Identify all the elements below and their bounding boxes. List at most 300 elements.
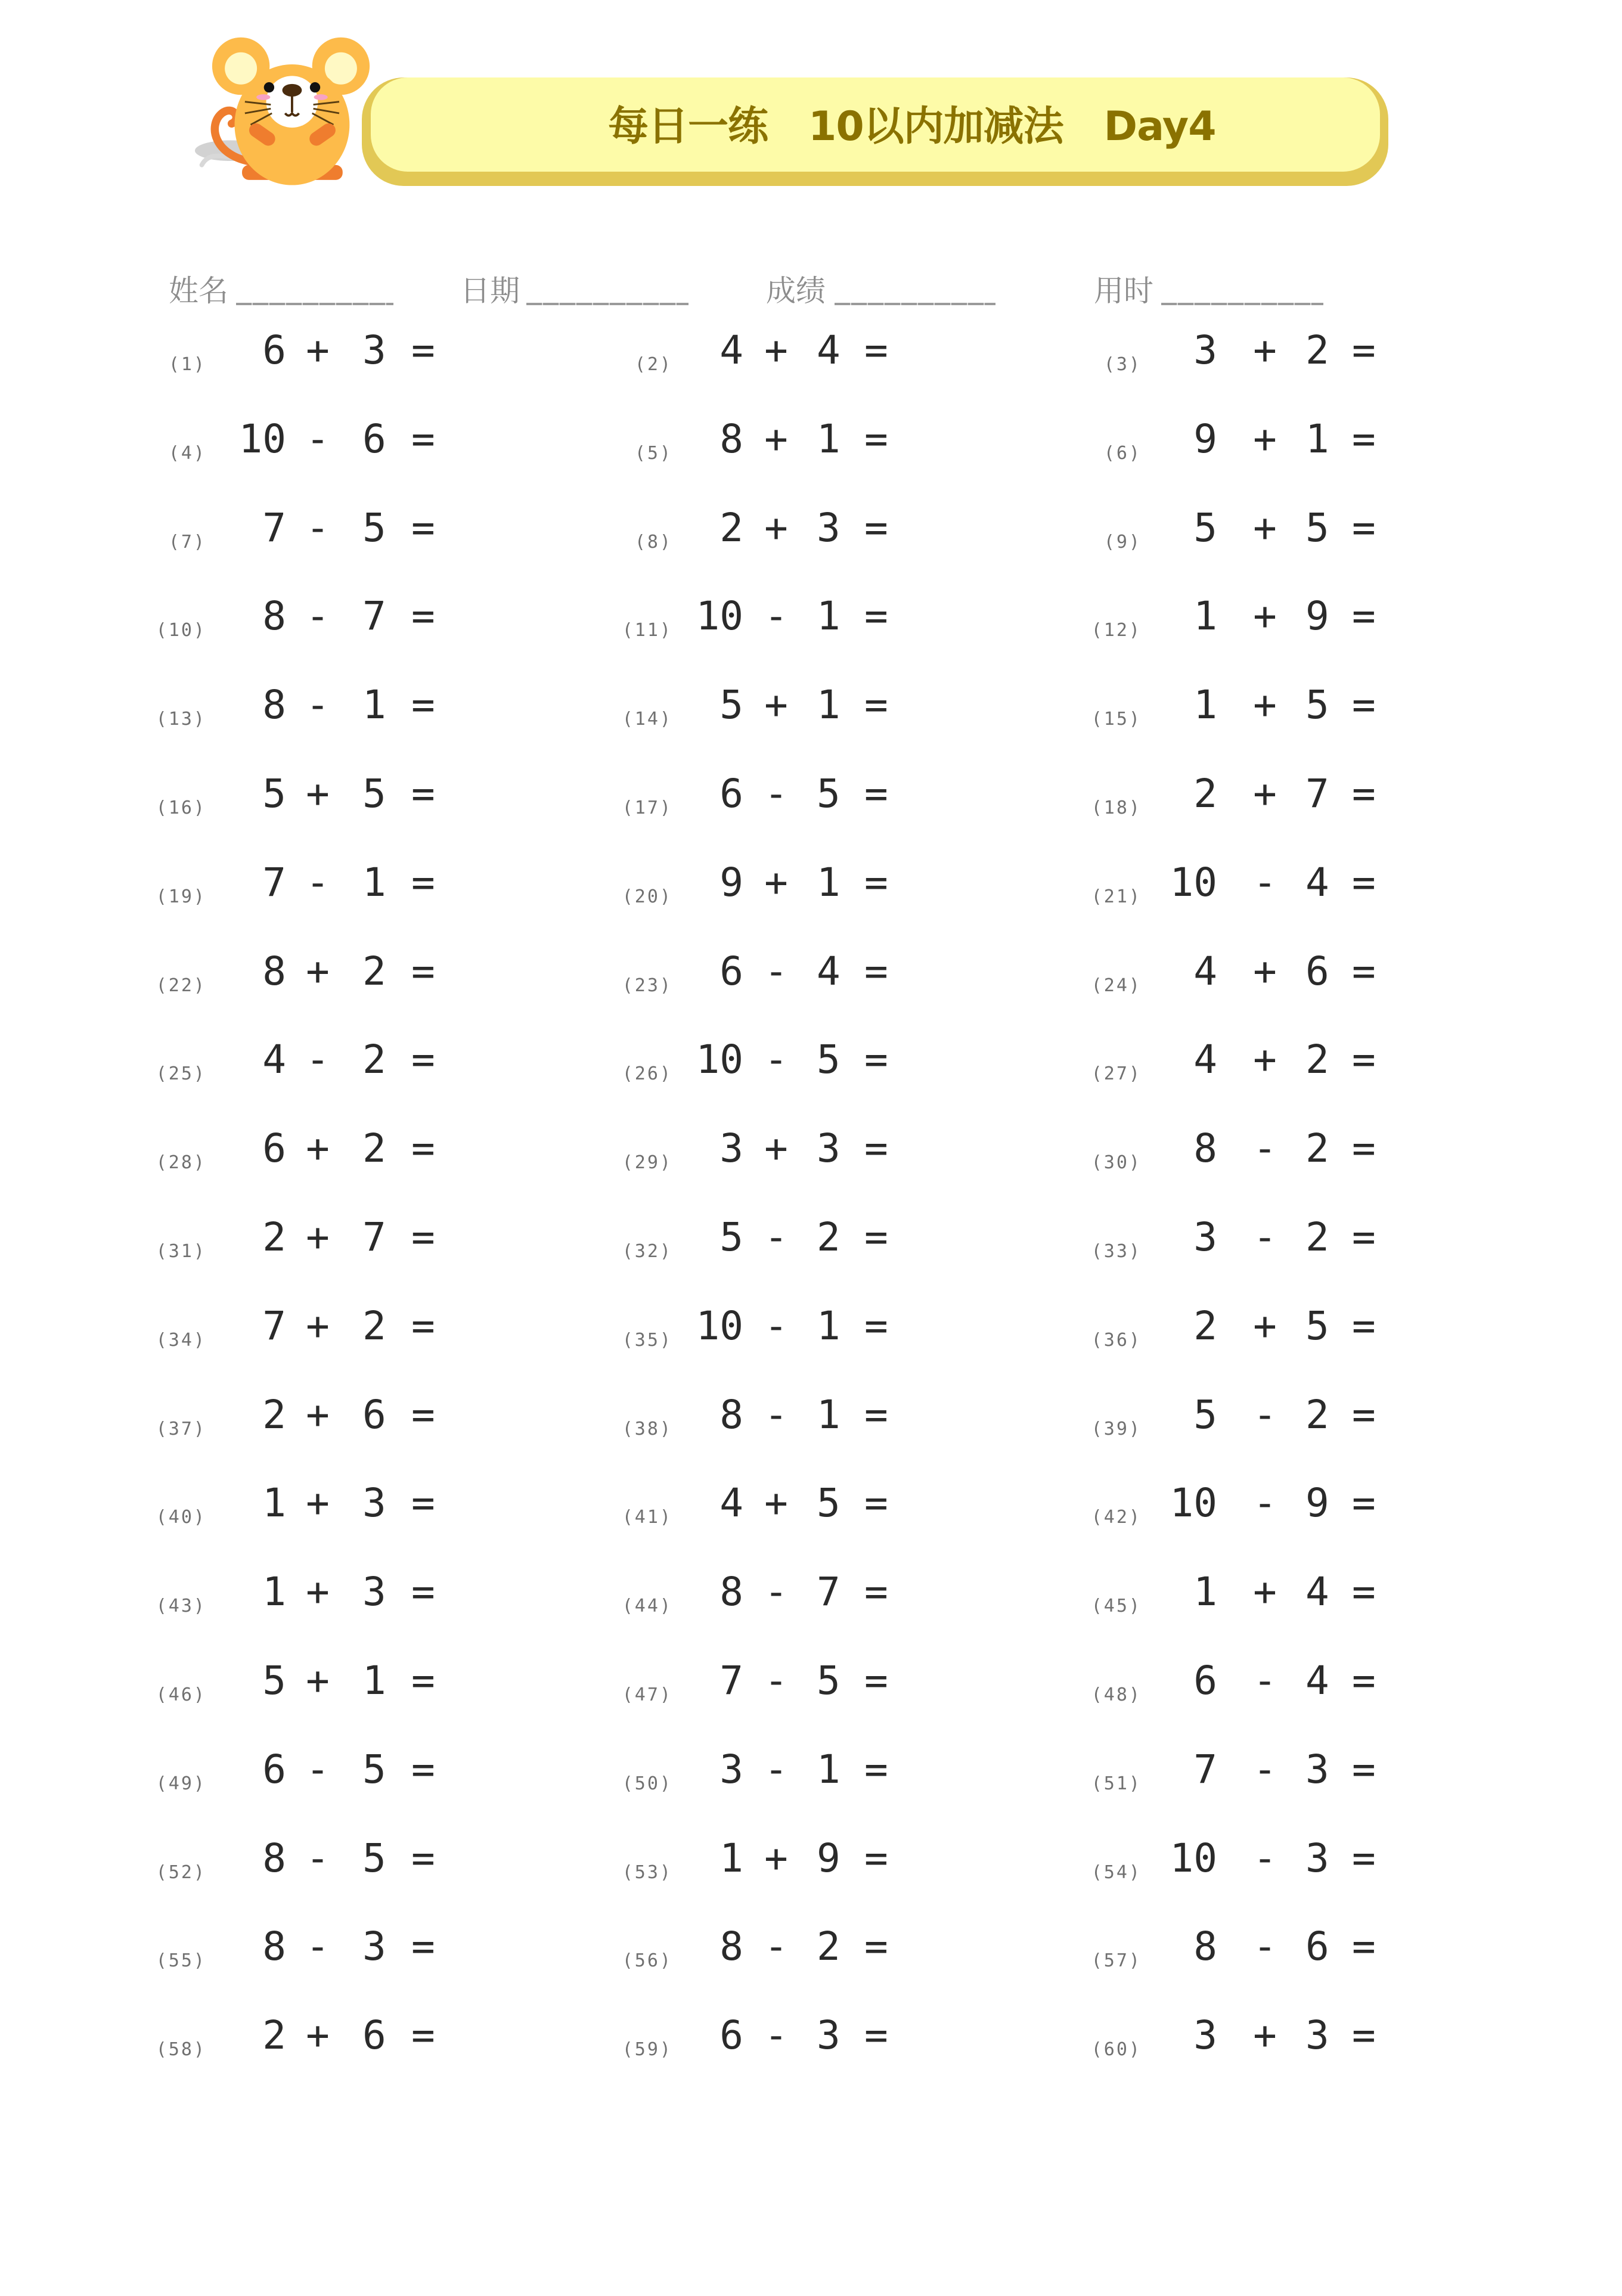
problem-number: (15) [1091,709,1142,730]
equals-sign: = [864,1391,888,1438]
second-operand: 3 [362,327,386,373]
second-operand: 4 [1305,859,1329,905]
first-operand: 3 [1193,2012,1217,2059]
second-operand: 6 [1305,1923,1329,1970]
second-operand: 2 [1305,1125,1329,1172]
problem-number: (20) [622,886,672,907]
first-operand: 2 [1193,1302,1217,1349]
operator: + [306,1658,330,1704]
operator: - [764,2012,788,2059]
operator: + [306,1391,330,1438]
problem-number: (17) [622,798,672,818]
equals-sign: = [1352,504,1376,551]
operator: + [764,415,788,462]
operator: - [306,682,330,728]
second-operand: 2 [362,1037,386,1083]
problem-number: (34) [156,1329,206,1351]
problem-number: (31) [156,1241,206,1262]
operator: - [764,1923,788,1970]
operator: + [764,1835,788,1881]
score-label: 成绩 [766,274,826,308]
problem-number: (26) [622,1063,672,1085]
operator: - [1253,1214,1277,1260]
name-label: 姓名 [169,274,228,308]
equals-sign: = [411,1658,435,1704]
equals-sign: = [1352,415,1376,462]
first-operand: 10 [238,415,286,462]
operator: + [306,771,330,817]
operator: - [764,1746,788,1792]
equals-sign: = [864,504,888,551]
equals-sign: = [864,1835,888,1881]
problem-number: (44) [622,1596,672,1617]
second-operand: 4 [817,327,841,373]
second-operand: 5 [817,1480,841,1526]
equals-sign: = [411,859,435,905]
first-operand: 10 [1170,1480,1217,1526]
equals-sign: = [864,1569,888,1615]
equals-sign: = [1352,593,1376,640]
second-operand: 2 [817,1214,841,1260]
operator: + [306,1302,330,1349]
time-label: 用时 [1094,274,1153,308]
equals-sign: = [411,682,435,728]
first-operand: 1 [1193,1569,1217,1615]
problem-number: (39) [1091,1418,1142,1439]
second-operand: 2 [362,948,386,994]
second-operand: 1 [362,1658,386,1704]
equals-sign: = [1352,1125,1376,1172]
time-field[interactable] [1161,303,1323,305]
equals-sign: = [864,1658,888,1704]
equals-sign: = [411,1835,435,1881]
operator: - [1253,1746,1277,1792]
second-operand: 6 [362,415,386,462]
operator: - [764,1391,788,1438]
first-operand: 2 [1193,771,1217,817]
second-operand: 2 [1305,327,1329,373]
equals-sign: = [411,1923,435,1970]
equals-sign: = [411,1125,435,1172]
second-operand: 5 [1305,682,1329,728]
equals-sign: = [864,682,888,728]
second-operand: 1 [817,1391,841,1438]
operator: + [764,859,788,905]
second-operand: 4 [1305,1569,1329,1615]
second-operand: 1 [817,859,841,905]
operator: + [1253,1569,1277,1615]
problem-number: (8) [634,531,672,553]
operator: - [1253,1391,1277,1438]
problem-number: (36) [1091,1329,1142,1351]
problem-number: (23) [622,975,672,996]
operator: - [1253,1480,1277,1526]
operator: - [764,1214,788,1260]
equals-sign: = [1352,2012,1376,2059]
second-operand: 6 [362,2012,386,2059]
second-operand: 1 [817,415,841,462]
first-operand: 2 [719,504,743,551]
first-operand: 7 [1193,1746,1217,1792]
equals-sign: = [1352,682,1376,728]
operator: + [1253,593,1277,640]
problem-number: (2) [634,354,672,375]
second-operand: 3 [362,1923,386,1970]
first-operand: 8 [1193,1125,1217,1172]
first-operand: 1 [719,1835,743,1881]
equals-sign: = [411,1302,435,1349]
first-operand: 3 [719,1746,743,1792]
equals-sign: = [1352,1480,1376,1526]
equals-sign: = [411,1569,435,1615]
operator: + [1253,327,1277,373]
first-operand: 10 [1170,1835,1217,1881]
equals-sign: = [411,415,435,462]
equals-sign: = [1352,1746,1376,1792]
problem-number: (12) [1091,620,1142,641]
second-operand: 1 [817,1302,841,1349]
operator: - [1253,1658,1277,1704]
problem-number: (22) [156,975,206,996]
second-operand: 1 [817,1746,841,1792]
problem-number: (16) [156,798,206,818]
problem-number: (52) [156,1861,206,1883]
problem-number: (38) [622,1418,672,1439]
second-operand: 3 [817,1125,841,1172]
operator: - [764,593,788,640]
second-operand: 7 [1305,771,1329,817]
equals-sign: = [1352,948,1376,994]
first-operand: 3 [1193,327,1217,373]
equals-sign: = [411,1480,435,1526]
first-operand: 10 [696,1302,743,1349]
problem-number: (60) [1091,2039,1142,2061]
equals-sign: = [411,2012,435,2059]
operator: - [764,1658,788,1704]
operator: - [306,1037,330,1083]
equals-sign: = [864,1480,888,1526]
problem-number: (43) [156,1596,206,1617]
equals-sign: = [1352,1391,1376,1438]
second-operand: 5 [817,1037,841,1083]
first-operand: 7 [262,504,286,551]
operator: - [764,771,788,817]
operator: + [306,1569,330,1615]
second-operand: 7 [817,1569,841,1615]
operator: + [1253,682,1277,728]
first-operand: 9 [1193,415,1217,462]
second-operand: 6 [1305,948,1329,994]
operator: + [1253,771,1277,817]
problem-number: (51) [1091,1773,1142,1794]
equals-sign: = [411,771,435,817]
problem-number: (28) [156,1152,206,1174]
equals-sign: = [864,859,888,905]
problem-number: (24) [1091,975,1142,996]
equals-sign: = [1352,1214,1376,1260]
first-operand: 1 [1193,682,1217,728]
first-operand: 8 [719,1569,743,1615]
operator: + [306,1480,330,1526]
date-label: 日期 [460,274,520,308]
operator: + [1253,1037,1277,1083]
operator: + [306,948,330,994]
problem-number: (37) [156,1418,206,1439]
problem-number: (56) [622,1950,672,1972]
second-operand: 1 [817,593,841,640]
second-operand: 5 [362,504,386,551]
equals-sign: = [411,1214,435,1260]
first-operand: 7 [262,859,286,905]
problem-number: (33) [1091,1241,1142,1262]
second-operand: 3 [817,504,841,551]
operator: - [764,1302,788,1349]
first-operand: 1 [1193,593,1217,640]
equals-sign: = [1352,1835,1376,1881]
operator: + [764,504,788,551]
second-operand: 6 [362,1391,386,1438]
second-operand: 2 [1305,1391,1329,1438]
operator: + [306,327,330,373]
operator: - [764,1037,788,1083]
page-title: 每日一练 10以内加减法 Day4 [608,103,1216,150]
second-operand: 9 [1305,1480,1329,1526]
operator: - [1253,1125,1277,1172]
equals-sign: = [411,504,435,551]
operator: + [1253,2012,1277,2059]
operator: - [306,593,330,640]
equals-sign: = [864,1746,888,1792]
second-operand: 5 [362,1746,386,1792]
operator: + [306,2012,330,2059]
problem-number: (48) [1091,1684,1142,1705]
second-operand: 7 [362,1214,386,1260]
problem-number: (40) [156,1507,206,1528]
first-operand: 10 [1170,859,1217,905]
problem-number: (21) [1091,886,1142,907]
first-operand: 6 [262,1746,286,1792]
operator: - [764,1569,788,1615]
problem-number: (11) [622,620,672,641]
problem-number: (29) [622,1152,672,1174]
problem-number: (9) [1103,531,1142,553]
first-operand: 4 [1193,1037,1217,1083]
first-operand: 2 [262,2012,286,2059]
second-operand: 2 [817,1923,841,1970]
problem-number: (6) [1103,442,1142,464]
first-operand: 6 [262,327,286,373]
first-operand: 6 [719,2012,743,2059]
problem-number: (55) [156,1950,206,1972]
second-operand: 3 [362,1480,386,1526]
problem-number: (58) [156,2039,206,2061]
problem-number: (45) [1091,1596,1142,1617]
second-operand: 4 [1305,1658,1329,1704]
first-operand: 5 [262,1658,286,1704]
problem-number: (35) [622,1329,672,1351]
problem-number: (7) [168,531,206,553]
second-operand: 5 [362,771,386,817]
second-operand: 3 [362,1569,386,1615]
problem-number: (53) [622,1861,672,1883]
first-operand: 4 [1193,948,1217,994]
equals-sign: = [1352,327,1376,373]
operator: - [306,415,330,462]
equals-sign: = [864,327,888,373]
problem-number: (42) [1091,1507,1142,1528]
equals-sign: = [1352,1658,1376,1704]
first-operand: 8 [262,1835,286,1881]
problem-number: (46) [156,1684,206,1705]
operator: + [306,1214,330,1260]
second-operand: 3 [1305,1835,1329,1881]
second-operand: 5 [1305,504,1329,551]
first-operand: 8 [262,682,286,728]
second-operand: 3 [1305,1746,1329,1792]
second-operand: 1 [362,682,386,728]
equals-sign: = [864,1125,888,1172]
equals-sign: = [411,1391,435,1438]
operator: + [1253,415,1277,462]
problem-number: (25) [156,1063,206,1085]
problem-number: (49) [156,1773,206,1794]
operator: - [764,948,788,994]
equals-sign: = [1352,1569,1376,1615]
problem-number: (10) [156,620,206,641]
problem-number: (14) [622,709,672,730]
operator: + [764,682,788,728]
equals-sign: = [864,1302,888,1349]
operator: - [306,1923,330,1970]
equals-sign: = [864,415,888,462]
second-operand: 9 [1305,593,1329,640]
first-operand: 10 [696,1037,743,1083]
first-operand: 1 [262,1480,286,1526]
first-operand: 4 [719,327,743,373]
second-operand: 2 [362,1302,386,1349]
operator: + [764,1125,788,1172]
second-operand: 5 [362,1835,386,1881]
second-operand: 5 [1305,1302,1329,1349]
equals-sign: = [411,327,435,373]
operator: - [306,1746,330,1792]
score-field[interactable] [835,303,995,305]
equals-sign: = [1352,1037,1376,1083]
problem-number: (4) [168,442,206,464]
date-field[interactable] [526,303,689,305]
second-operand: 5 [817,771,841,817]
equals-sign: = [864,1037,888,1083]
second-operand: 2 [1305,1037,1329,1083]
operator: + [764,327,788,373]
operator: + [764,1480,788,1526]
first-operand: 10 [696,593,743,640]
equals-sign: = [864,1214,888,1260]
second-operand: 1 [362,859,386,905]
problem-number: (30) [1091,1152,1142,1174]
equals-sign: = [1352,1302,1376,1349]
operator: - [306,859,330,905]
first-operand: 7 [719,1658,743,1704]
problem-number: (3) [1103,354,1142,375]
first-operand: 5 [1193,1391,1217,1438]
problem-number: (54) [1091,1861,1142,1883]
first-operand: 6 [1193,1658,1217,1704]
operator: + [1253,948,1277,994]
equals-sign: = [411,593,435,640]
operator: - [1253,1835,1277,1881]
first-operand: 3 [719,1125,743,1172]
first-operand: 6 [719,948,743,994]
first-operand: 9 [719,859,743,905]
first-operand: 4 [719,1480,743,1526]
operator: - [306,504,330,551]
first-operand: 8 [1193,1923,1217,1970]
second-operand: 2 [362,1125,386,1172]
problem-number: (5) [634,442,672,464]
first-operand: 8 [262,1923,286,1970]
first-operand: 6 [262,1125,286,1172]
problem-number: (47) [622,1684,672,1705]
problem-number: (27) [1091,1063,1142,1085]
equals-sign: = [864,948,888,994]
problem-number: (32) [622,1241,672,1262]
second-operand: 9 [817,1835,841,1881]
first-operand: 8 [719,1391,743,1438]
first-operand: 4 [262,1037,286,1083]
first-operand: 5 [719,1214,743,1260]
operator: + [1253,1302,1277,1349]
second-operand: 3 [817,2012,841,2059]
second-operand: 7 [362,593,386,640]
problem-number: (19) [156,886,206,907]
first-operand: 3 [1193,1214,1217,1260]
first-operand: 5 [719,682,743,728]
operator: - [306,1835,330,1881]
second-operand: 1 [1305,415,1329,462]
problem-number: (41) [622,1507,672,1528]
equals-sign: = [411,1746,435,1792]
first-operand: 8 [719,1923,743,1970]
first-operand: 1 [262,1569,286,1615]
name-field[interactable] [236,303,393,305]
second-operand: 3 [1305,2012,1329,2059]
operator: - [1253,859,1277,905]
problem-number: (50) [622,1773,672,1794]
operator: + [1253,504,1277,551]
first-operand: 7 [262,1302,286,1349]
second-operand: 1 [817,682,841,728]
equals-sign: = [411,1037,435,1083]
first-operand: 5 [262,771,286,817]
first-operand: 5 [1193,504,1217,551]
first-operand: 8 [719,415,743,462]
equals-sign: = [864,2012,888,2059]
equals-sign: = [864,771,888,817]
equals-sign: = [1352,771,1376,817]
first-operand: 8 [262,593,286,640]
operator: - [1253,1923,1277,1970]
first-operand: 8 [262,948,286,994]
problem-number: (59) [622,2039,672,2061]
operator: + [306,1125,330,1172]
problem-number: (57) [1091,1950,1142,1972]
equals-sign: = [864,1923,888,1970]
problem-number: (18) [1091,798,1142,818]
equals-sign: = [864,593,888,640]
equals-sign: = [1352,859,1376,905]
first-operand: 2 [262,1214,286,1260]
